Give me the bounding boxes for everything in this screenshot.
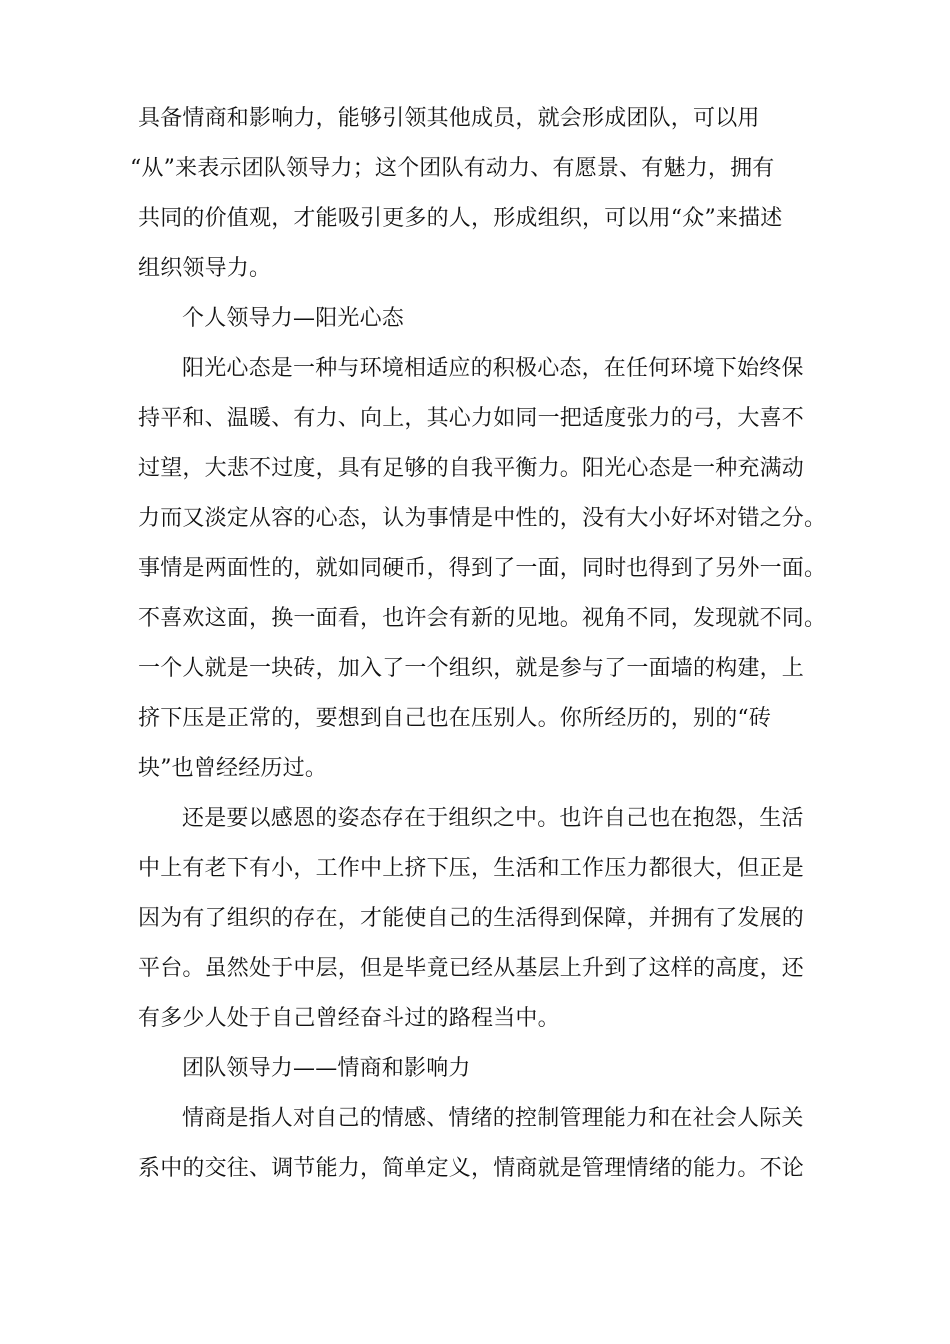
text-line-1: 具备情商和影响力，能够引领其他成员，就会形成团队，可以用	[138, 106, 760, 131]
text-line-10: 事情是两面性的，就如同硬币，得到了一面，同时也得到了另外一面。	[138, 556, 827, 581]
text-line-17: 因为有了组织的存在，才能使自己的生活得到保障，并拥有了发展的	[138, 906, 805, 931]
text-line-2: “从”来表示团队领导力；这个团队有动力、有愿景、有魅力，拥有	[130, 156, 775, 181]
text-line-11: 不喜欢这面，换一面看，也许会有新的见地。视角不同，发现就不同。	[138, 606, 827, 631]
text-line-15: 还是要以感恩的姿态存在于组织之中。也许自己也在抱怨，生活	[182, 806, 804, 831]
text-line-6: 阳光心态是一种与环境相适应的积极心态，在任何环境下始终保	[182, 356, 804, 381]
text-line-7: 持平和、温暖、有力、向上，其心力如同一把适度张力的弓，大喜不	[138, 406, 805, 431]
text-line-13: 挤下压是正常的，要想到自己也在压别人。你所经历的，别的“砖	[138, 706, 772, 731]
text-line-4: 组织领导力。	[138, 256, 272, 281]
text-line-8: 过望，大悲不过度，具有足够的自我平衡力。阳光心态是一种充满动	[138, 456, 805, 481]
text-line-3: 共同的价值观，才能吸引更多的人，形成组织，可以用“众”来描述	[138, 206, 783, 231]
text-line-9: 力而又淡定从容的心态，认为事情是中性的，没有大小好坏对错之分。	[138, 506, 827, 531]
text-line-12: 一个人就是一块砖，加入了一个组织，就是参与了一面墙的构建，上	[138, 656, 805, 681]
text-line-18: 平台。虽然处于中层，但是毕竟已经从基层上升到了这样的高度，还	[138, 956, 805, 981]
text-line-19: 有多少人处于自己曾经奋斗过的路程当中。	[138, 1006, 560, 1031]
text-line-22: 系中的交往、调节能力，简单定义，情商就是管理情绪的能力。不论	[138, 1156, 805, 1181]
text-line-21: 情商是指人对自己的情感、情绪的控制管理能力和在社会人际关	[182, 1106, 804, 1131]
section-heading-team-leadership: 团队领导力——情商和影响力	[182, 1056, 471, 1081]
section-heading-personal-leadership: 个人领导力—阳光心态	[182, 306, 405, 331]
text-line-16: 中上有老下有小，工作中上挤下压，生活和工作压力都很大，但正是	[138, 856, 805, 881]
text-line-14: 块”也曾经经历过。	[138, 756, 328, 781]
